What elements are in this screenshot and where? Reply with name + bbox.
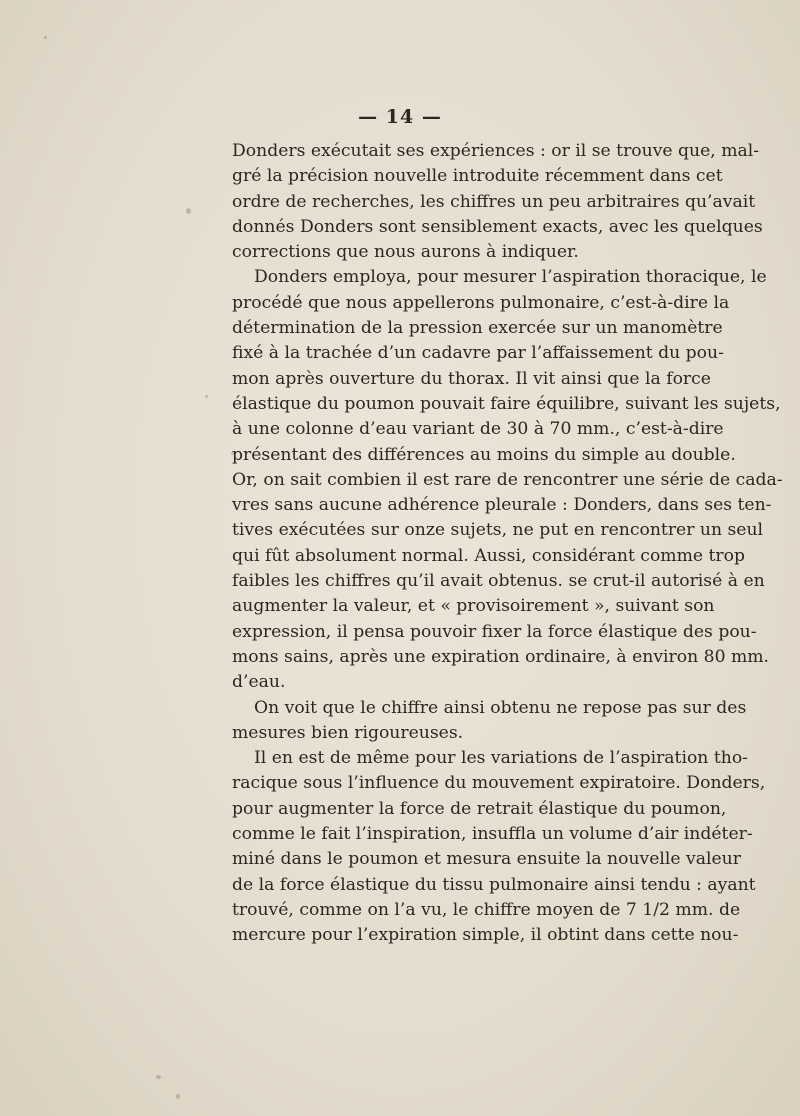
paragraph [232,696,747,747]
text-line: augmenter la valeur, et « provisoirement », suivant son [232,596,715,617]
text-line: expression, il pensa pouvoir fixer la force élastique des pou- [232,621,757,642]
text-line: trouvé, comme on l’a vu, le chiffre moyen de 7 1/2 mm. de [232,899,741,920]
text-line: faibles les chiffres qu’il avait obtenus. se crut-il autorisé à en [232,571,765,592]
text-line: mesures bien rigoureuses. [232,722,464,743]
paper-speck [205,395,208,398]
text-line: d’eau. [232,672,286,693]
text-line: Donders employa, pour mesurer l’aspiration thoracique, le [254,267,767,288]
text-line: vres sans aucune adhérence pleurale : Donders, dans ses ten- [232,495,772,516]
paper-speck [44,36,47,39]
text-line: de la force élastique du tissu pulmonaire ainsi tendu : ayant [232,874,756,895]
paper-speck [186,208,191,214]
body-text [232,139,783,949]
text-line: comme le fait l’inspiration, insuffla un volume d’air indéter- [232,824,753,845]
text-line: procédé que nous appellerons pulmonaire, c’est-à-dire la [232,292,730,313]
page-number: — 14 — [358,106,442,128]
text-line: élastique du poumon pouvait faire équilibre, suivant les sujets, [232,393,781,414]
paragraph [232,746,766,948]
text-line: tives exécutées sur onze sujets, ne put en rencontrer un seul [232,520,764,541]
text-line: On voit que le chiffre ainsi obtenu ne repose pas sur des [254,697,747,718]
text-line: fixé à la trachée d’un cadavre par l’affaissement du pou- [232,343,724,364]
paper-speck [176,1094,180,1099]
text-line: détermination de la pression exercée sur un manomètre [232,318,723,339]
text-line: pour augmenter la force de retrait élastique du poumon, [232,798,727,819]
text-line: miné dans le poumon et mesura ensuite la nouvelle valeur [232,849,741,870]
text-line: corrections que nous aurons à indiquer. [232,242,579,263]
paragraph [232,139,763,265]
text-line: qui fût absolument normal. Aussi, considérant comme trop [232,545,745,566]
text-line: mon après ouverture du thorax. Il vit ainsi que la force [232,368,711,389]
text-line: Il en est de même pour les variations de l’aspiration tho- [254,748,748,769]
text-line: ordre de recherches, les chiffres un peu arbitraires qu’avait [232,191,756,212]
text-line: mercure pour l’expiration simple, il obtint dans cette nou- [232,925,739,946]
text-line: donnés Donders sont sensiblement exacts, avec les quelques [232,216,763,237]
text-line: Donders exécutait ses expériences : or il se trouve que, mal- [232,141,760,161]
text-line: Or, on sait combien il est rare de rencontrer une série de cada- [232,469,783,490]
paper-speck [231,452,234,455]
paragraph [232,265,783,695]
text-line: à une colonne d’eau variant de 30 à 70 mm., c’est-à-dire [232,419,724,440]
text-line: mons sains, après une expiration ordinaire, à environ 80 mm. [232,646,770,667]
text-line: présentant des différences au moins du simple au double. [232,444,736,465]
text-line: racique sous l’influence du mouvement expiratoire. Donders, [232,773,766,794]
text-line: gré la précision nouvelle introduite récemment dans cet [232,166,723,187]
paper-speck [156,1075,161,1079]
